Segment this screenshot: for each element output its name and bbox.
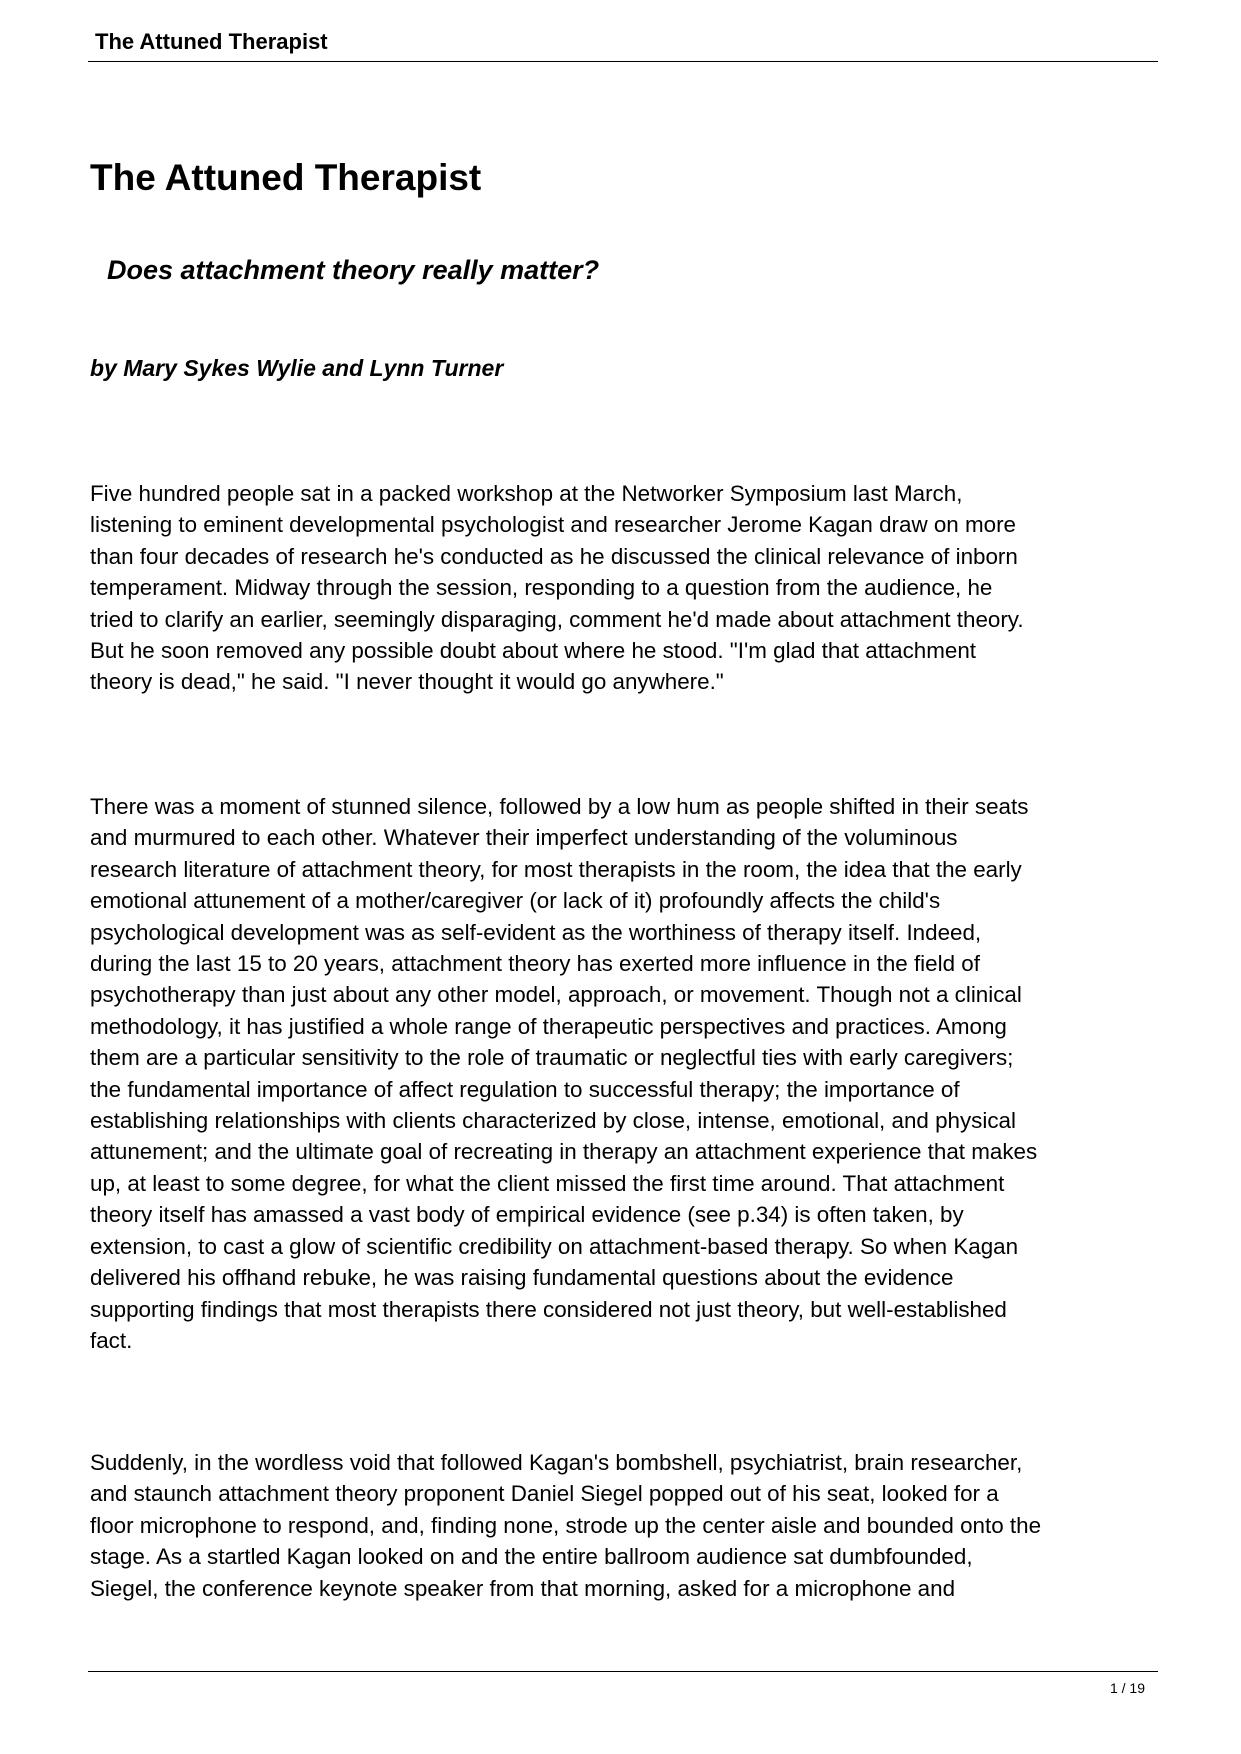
paragraph-line: floor microphone to respond, and, finding none, strode up the center aisle and bounded onto the <box>90 1512 1042 1538</box>
paragraph-line: tried to clarify an earlier, seemingly disparaging, comment he'd made about attachment theory. <box>90 606 1024 632</box>
paragraph-line: them are a particular sensitivity to the role of traumatic or neglectful ties with early caregivers; <box>90 1045 1014 1071</box>
paragraph-line: supporting findings that most therapists there considered not just theory, but well-established <box>90 1296 1007 1322</box>
page-header <box>88 26 1158 62</box>
paragraph-line: extension, to cast a glow of scientific credibility on attachment-based therapy. So when Kagan <box>90 1233 1019 1259</box>
paragraph-line: and murmured to each other. Whatever their imperfect understanding of the voluminous <box>90 825 958 851</box>
paragraph-line: fact. <box>90 1327 133 1353</box>
paragraph-line: during the last 15 to 20 years, attachment theory has exerted more influence in the field of <box>90 951 980 977</box>
running-title: The Attuned Therapist <box>95 29 328 54</box>
paragraph-line: psychotherapy than just about any other model, approach, or movement. Though not a clinical <box>90 982 1022 1008</box>
paragraph-line: Suddenly, in the wordless void that followed Kagan's bombshell, psychiatrist, brain researcher, <box>90 1450 1023 1475</box>
paragraph-line: establishing relationships with clients characterized by close, intense, emotional, and physical <box>90 1108 1016 1134</box>
paragraph-line: delivered his offhand rebuke, he was raising fundamental questions about the evidence <box>90 1265 954 1291</box>
paragraph-line: the fundamental importance of affect regulation to successful therapy; the importance of <box>90 1076 960 1102</box>
paragraph-line: methodology, it has justified a whole range of therapeutic perspectives and practices. Among <box>90 1013 1007 1039</box>
body-paragraph-3 <box>90 1447 1160 1604</box>
paragraph-line: emotional attunement of a mother/caregiver (or lack of it) profoundly affects the child's <box>90 888 941 914</box>
paragraph-line: Siegel, the conference keynote speaker from that morning, asked for a microphone and <box>90 1575 956 1601</box>
paragraph-line: But he soon removed any possible doubt about where he stood. "I'm glad that attachment <box>90 638 977 664</box>
page-number: 1 / 19 <box>1109 1680 1145 1696</box>
paragraph-line: up, at least to some degree, for what the client missed the first time around. That attachment <box>90 1170 1005 1196</box>
paragraph-line: theory is dead," he said. "I never thought it would go anywhere." <box>90 669 724 695</box>
paragraph-line: and staunch attachment theory proponent Daniel Siegel popped out of his seat, looked for a <box>90 1481 999 1507</box>
paragraph-line: stage. As a startled Kagan looked on and the entire ballroom audience sat dumbfounded, <box>90 1544 973 1570</box>
page-footer <box>88 1671 1158 1696</box>
body-paragraph-2 <box>90 791 1160 1356</box>
paragraph-line: listening to eminent developmental psychologist and researcher Jerome Kagan draw on more <box>90 512 1016 538</box>
paragraph-line: There was a moment of stunned silence, followed by a low hum as people shifted in their seats <box>90 794 1029 819</box>
article-title: The Attuned Therapist <box>90 157 482 198</box>
paragraph-line: psychological development was as self-evident as the worthiness of therapy itself. Indeed, <box>90 919 982 945</box>
paragraph-line: than four decades of research he's conducted as he discussed the clinical relevance of inborn <box>90 543 1018 569</box>
paragraph-line: attunement; and the ultimate goal of recreating in therapy an attachment experience that makes <box>90 1139 1038 1165</box>
paragraph-line: temperament. Midway through the session, responding to a question from the audience, he <box>90 575 993 601</box>
article-subtitle: Does attachment theory really matter? <box>107 255 600 285</box>
paragraph-line: research literature of attachment theory, for most therapists in the room, the idea that the early <box>90 856 1022 882</box>
paragraph-line: Five hundred people sat in a packed workshop at the Networker Symposium last March, <box>90 481 963 506</box>
paragraph-line: theory itself has amassed a vast body of empirical evidence (see p.34) is often taken, by <box>90 1202 964 1228</box>
article-byline: by Mary Sykes Wylie and Lynn Turner <box>90 355 504 381</box>
body-paragraph-1 <box>90 478 1160 698</box>
